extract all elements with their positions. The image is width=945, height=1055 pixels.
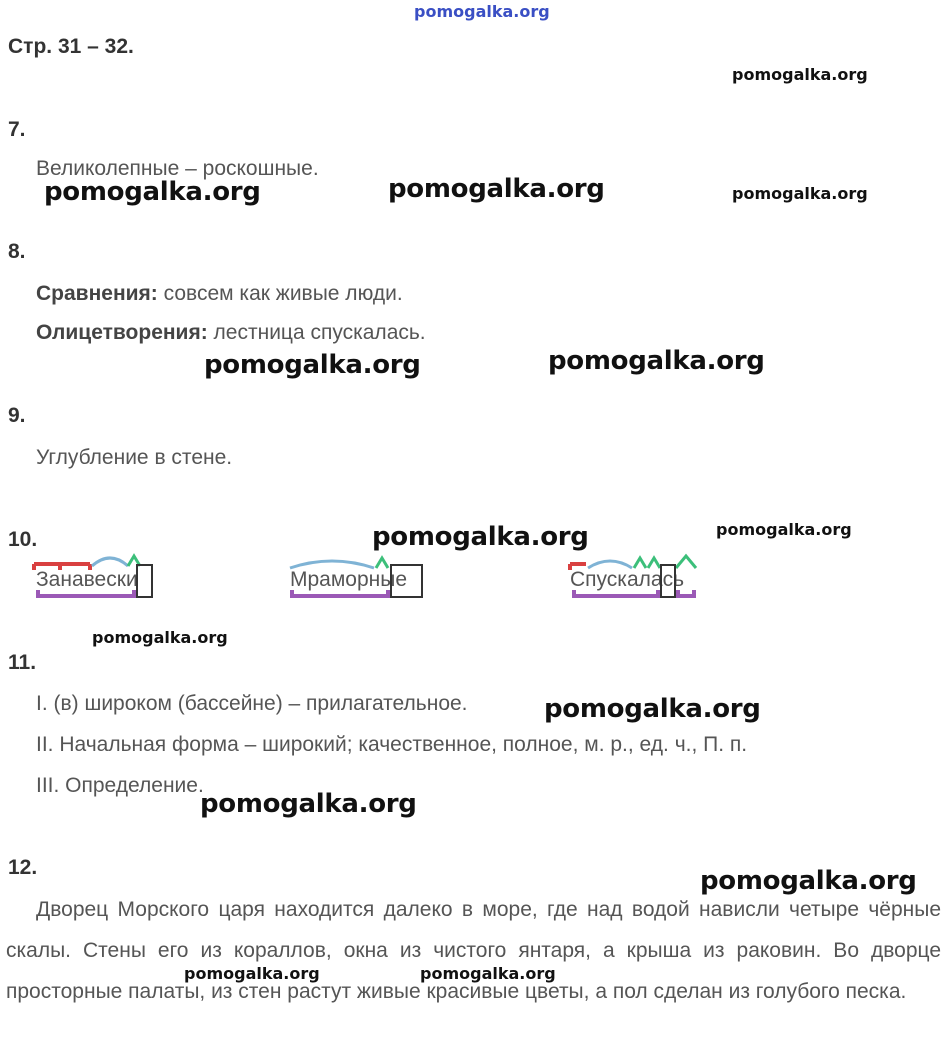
watermark: pomogalka.org: [388, 174, 605, 204]
task-11-line-1: I. (в) широком (бассейне) – прилагательное.: [36, 692, 468, 715]
root-mark: [92, 558, 128, 566]
watermark: pomogalka.org: [200, 789, 417, 819]
watermark: pomogalka.org: [544, 694, 761, 724]
ending-box: [137, 565, 152, 597]
task-number-7: 7.: [8, 118, 26, 141]
task-11-line-3: III. Определение.: [36, 774, 204, 797]
word-3-morpheme-marks: [564, 552, 704, 604]
comparisons-text: совсем как живые люди.: [157, 282, 403, 305]
suffix-mark: [648, 558, 660, 568]
task-8-line-1: [36, 282, 403, 306]
task-number-10: 10.: [8, 528, 38, 551]
root-mark: [290, 561, 374, 568]
task-8-line-2: [36, 321, 426, 345]
watermark: pomogalka.org: [548, 346, 765, 376]
suffix-mark: [376, 558, 388, 568]
suffix-mark: [634, 558, 646, 568]
word-2-ending: ые: [380, 568, 408, 591]
watermark: pomogalka.org: [700, 866, 917, 896]
watermark: pomogalka.org: [420, 964, 556, 983]
prefix-mark: [570, 564, 586, 570]
watermark: pomogalka.org: [732, 184, 868, 203]
ending-box: [391, 565, 422, 597]
top-watermark: pomogalka.org: [414, 2, 550, 21]
word-3-ending: а: [650, 568, 663, 591]
personification-text: лестница спускалась.: [207, 321, 426, 344]
prefix-mark: [34, 564, 90, 570]
task-number-11: 11.: [8, 651, 37, 674]
watermark: pomogalka.org: [204, 350, 421, 380]
word-2-morpheme-marks: [284, 552, 429, 604]
stem-mark: [292, 590, 388, 596]
stem-mark: [574, 590, 658, 596]
root-mark: [588, 561, 632, 568]
task-9-text: Углубление в стене.: [36, 446, 233, 469]
word-1-stem-part: Занавеск: [36, 568, 126, 591]
watermark: pomogalka.org: [732, 65, 868, 84]
word-2-stem-part: Мраморн: [290, 568, 381, 591]
word-3-stem-part: Спускал: [570, 568, 651, 591]
watermark: pomogalka.org: [184, 964, 320, 983]
ending-box: [661, 565, 675, 597]
stem-mark: [38, 590, 134, 596]
postfix-mark: [676, 556, 696, 568]
page-title: Стр. 31 – 32.: [8, 35, 134, 58]
word-1-morpheme-marks: [30, 552, 160, 604]
stem-mark: [678, 590, 694, 596]
word-1-ending: и: [125, 568, 138, 591]
personification-label: Олицетворения:: [36, 321, 208, 344]
task-7-text: Великолепные – роскошные.: [36, 157, 319, 180]
word-3-postfix: сь: [662, 568, 685, 591]
watermark: pomogalka.org: [44, 177, 261, 207]
task-number-9: 9.: [8, 404, 26, 427]
task-number-8: 8.: [8, 240, 26, 263]
task-number-12: 12.: [8, 856, 38, 879]
task-12-paragraph: Дворец Морского царя находится далеко в море, где над водой нависли четыре чёрные скалы. Стены его из кораллов, окна из чистого янтаря, а крыша из раковин. Во дворце просторные палаты, из стен растут живые красивые цветы, а пол сделан из голубого песка.: [6, 898, 941, 1003]
watermark: pomogalka.org: [716, 520, 852, 539]
comparisons-label: Сравнения:: [36, 282, 158, 305]
watermark: pomogalka.org: [92, 628, 228, 647]
watermark: pomogalka.org: [372, 522, 589, 552]
task-11-line-2: II. Начальная форма – широкий; качественное, полное, м. р., ед. ч., П. п.: [36, 733, 748, 756]
